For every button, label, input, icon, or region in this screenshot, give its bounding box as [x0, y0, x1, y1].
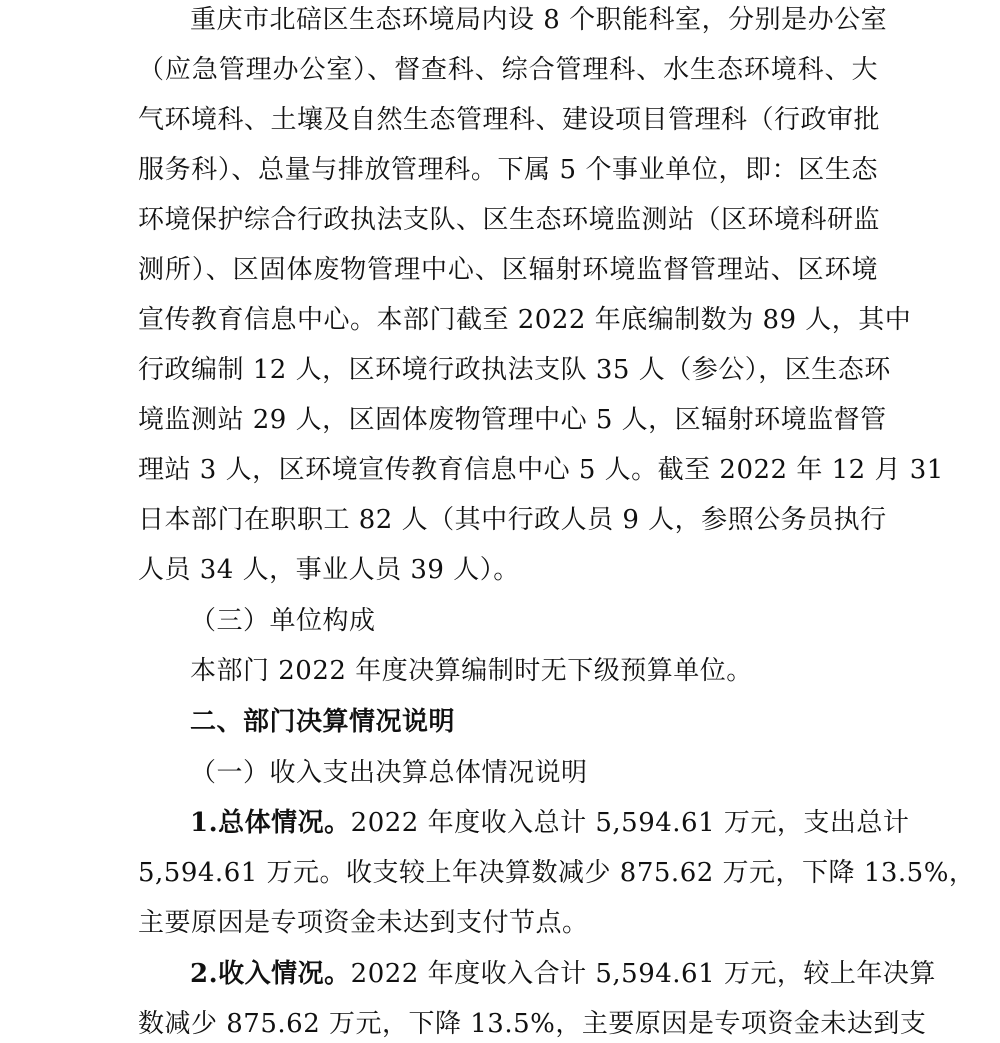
item1-text: 2022 年度收入总计 5,594.61 万元，支出总计 [350, 808, 910, 838]
paragraph-line: 重庆市北碚区生态环境局内设 8 个职能科室，分别是办公室 [190, 5, 888, 35]
paragraph-line: 理站 3 人，区环境宣传教育信息中心 5 人。截至 2022 年 12 月 31 [138, 455, 944, 485]
paragraph-line: 境监测站 29 人，区固体废物管理中心 5 人，区辐射环境监督管 [138, 405, 887, 435]
paragraph-line: 服务科）、总量与排放管理科。下属 5 个事业单位，即：区生态 [138, 155, 878, 185]
paragraph-line: 宣传教育信息中心。本部门截至 2022 年底编制数为 89 人，其中 [138, 305, 912, 335]
item1-first-line [190, 806, 910, 840]
paragraph-line: 测所）、区固体废物管理中心、区辐射环境监督管理站、区环境 [138, 255, 878, 285]
item1-line: 主要原因是专项资金未达到支付节点。 [138, 908, 589, 938]
item2-first-line [190, 957, 936, 991]
section-heading-unit: （三）单位构成 [190, 606, 376, 636]
item2-text: 2022 年度收入合计 5,594.61 万元，较上年决算 [350, 959, 936, 989]
section-subheading: （一）收入支出决算总体情况说明 [190, 758, 588, 788]
paragraph-line: 人员 34 人，事业人员 39 人）。 [138, 555, 520, 585]
paragraph-line: 日本部门在职职工 82 人（其中行政人员 9 人，参照公务员执行 [138, 505, 887, 535]
item2-label: 2.收入情况。 [190, 959, 351, 989]
paragraph-line: 气环境科、土壤及自然生态管理科、建设项目管理科（行政审批 [138, 105, 881, 135]
section-unit-body: 本部门 2022 年度决算编制时无下级预算单位。 [190, 656, 753, 686]
paragraph-line: （应急管理办公室）、督查科、综合管理科、水生态环境科、大 [138, 55, 878, 85]
item1-label: 1.总体情况。 [190, 808, 351, 838]
paragraph-line: 行政编制 12 人，区环境行政执法支队 35 人（参公），区生态环 [138, 355, 891, 385]
item1-line: 5,594.61 万元。收支较上年决算数减少 875.62 万元，下降 13.5%， [138, 858, 976, 888]
item2-line: 数减少 875.62 万元，下降 13.5%，主要原因是专项资金未达到支 [138, 1009, 927, 1039]
paragraph-line: 环境保护综合行政执法支队、区生态环境监测站（区环境科研监 [138, 205, 881, 235]
section-heading-two: 二、部门决算情况说明 [190, 707, 456, 737]
